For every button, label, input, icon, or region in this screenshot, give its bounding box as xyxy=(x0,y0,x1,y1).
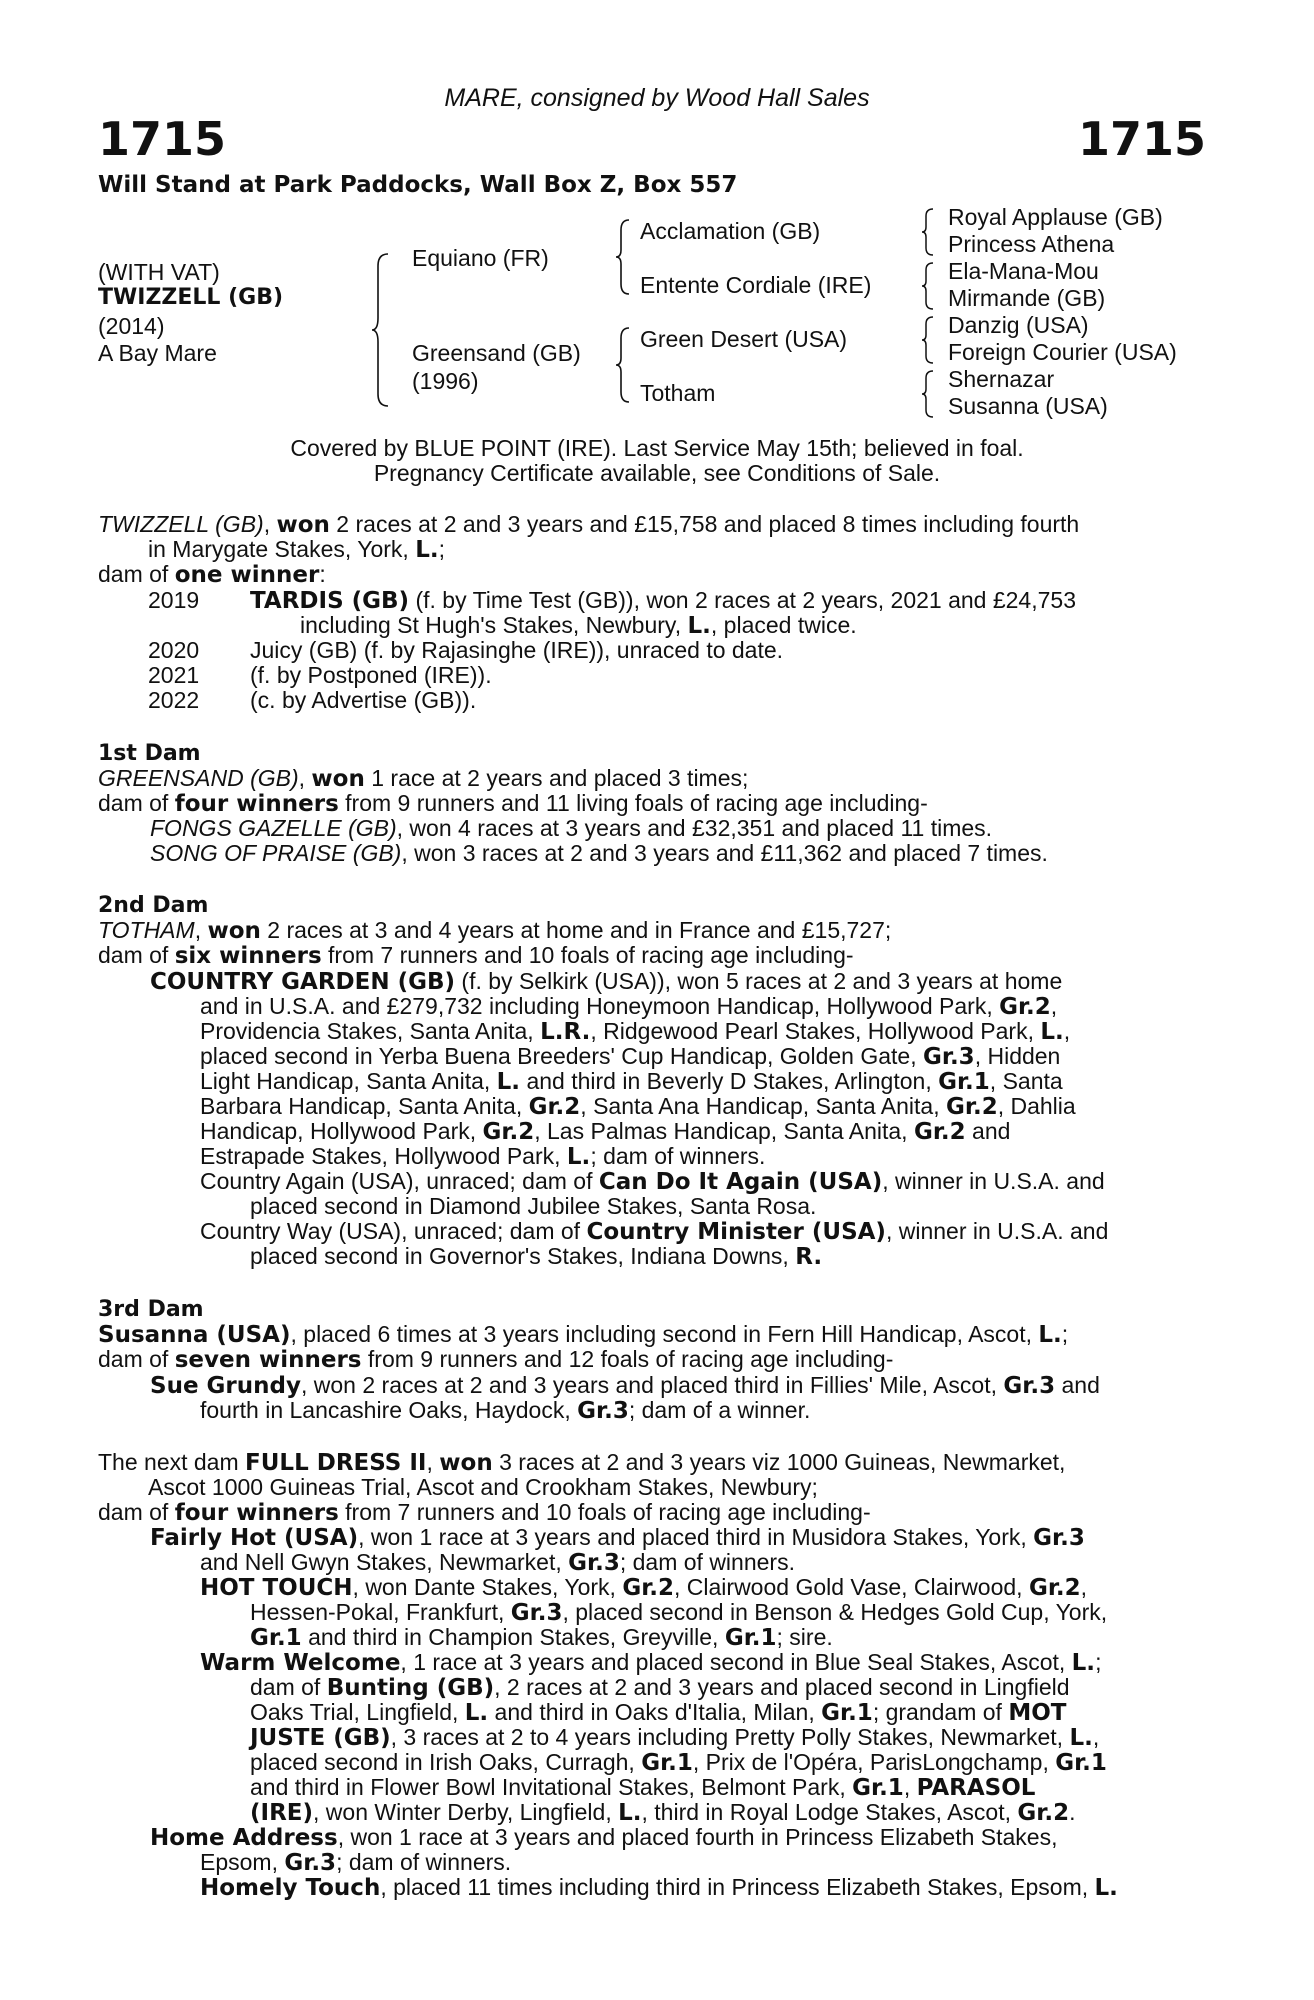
hot-touch-line-3: Gr.1 and third in Champion Stakes, Greyville, Gr.1; sire. xyxy=(250,1624,833,1651)
brace-g2 xyxy=(920,261,936,311)
horse-year: (2014) xyxy=(98,313,165,339)
hot-touch-line-2: Hessen-Pokal, Frankfurt, Gr.3, placed second in Benson & Hedges Gold Cup, York, xyxy=(250,1599,1108,1626)
dam-brace xyxy=(614,326,632,404)
country-garden-line-2: and in U.S.A. and £279,732 including Honeymoon Handicap, Hollywood Park, Gr.2, xyxy=(200,993,1058,1020)
horse-name: TWIZZELL (GB) xyxy=(98,285,284,310)
sire-name: Equiano (FR) xyxy=(412,245,549,271)
second-dam-line-2: dam of six winners from 7 runners and 10 foals of racing age including- xyxy=(98,942,854,969)
ggd-2: Mirmande (GB) xyxy=(948,285,1106,311)
ggs-1: Royal Applause (GB) xyxy=(948,204,1163,230)
country-garden-line-1: COUNTRY GARDEN (GB) (f. by Selkirk (USA)), won 5 races at 2 and 3 years at home xyxy=(150,968,1063,995)
produce-line-1: TWIZZELL (GB), won 2 races at 2 and 3 years and £15,758 and placed 8 times including fourth xyxy=(98,511,1080,538)
first-dam-line-1: GREENSAND (GB), won 1 race at 2 years and placed 3 times; xyxy=(98,765,749,792)
produce-2020-text: Juicy (GB) (f. by Rajasinghe (IRE)), unraced to date. xyxy=(250,637,784,663)
produce-2021-text: (f. by Postponed (IRE)). xyxy=(250,662,492,688)
ggd-3: Foreign Courier (USA) xyxy=(948,339,1177,365)
brace-g4 xyxy=(920,369,936,419)
fairly-hot-line-1: Fairly Hot (USA), won 1 race at 3 years and placed third in Musidora Stakes, York, Gr.3 xyxy=(150,1524,1085,1551)
lot-number-left: 1715 xyxy=(98,112,227,166)
covered-line-1: Covered by BLUE POINT (IRE). Last Service May 15th; believed in foal. xyxy=(290,435,1024,461)
produce-year-2020: 2020 xyxy=(148,637,200,663)
first-dam-line-3: FONGS GAZELLE (GB), won 4 races at 3 years and £32,351 and placed 11 times. xyxy=(150,815,993,841)
produce-year-2019: 2019 xyxy=(148,587,200,613)
warm-welcome-line-5: placed second in Irish Oaks, Curragh, Gr.1, Prix de l'Opéra, ParisLongchamp, Gr.1 xyxy=(250,1749,1107,1776)
country-way-line-2: placed second in Governor's Stakes, Indiana Downs, R. xyxy=(250,1243,823,1270)
warm-welcome-line-1: Warm Welcome, 1 race at 3 years and placed second in Blue Seal Stakes, Ascot, L.; xyxy=(200,1649,1102,1676)
stand-location: Will Stand at Park Paddocks, Wall Box Z, Box 557 xyxy=(98,172,738,198)
lot-number-right: 1715 xyxy=(1077,112,1206,166)
home-address-line-2: Epsom, Gr.3; dam of winners. xyxy=(200,1849,512,1876)
home-address-line-1: Home Address, won 1 race at 3 years and placed fourth in Princess Elizabeth Stakes, xyxy=(150,1824,1058,1851)
homely-touch-line: Homely Touch, placed 11 times including third in Princess Elizabeth Stakes, Epsom, L. xyxy=(200,1874,1118,1901)
sire-brace xyxy=(614,218,632,296)
horse-description: A Bay Mare xyxy=(98,340,217,366)
dam-year: (1996) xyxy=(412,368,479,394)
covered-line-2: Pregnancy Certificate available, see Conditions of Sale. xyxy=(373,460,941,486)
produce-2019-text-2: including St Hugh's Stakes, Newbury, L., placed twice. xyxy=(300,612,857,639)
warm-welcome-line-3: Oaks Trial, Lingfield, L. and third in Oaks d'Italia, Milan, Gr.1; grandam of MOT xyxy=(250,1699,1067,1726)
first-dam-line-4: SONG OF PRAISE (GB), won 3 races at 2 and 3 years and £11,362 and placed 7 times. xyxy=(150,840,1048,866)
country-garden-line-7: Handicap, Hollywood Park, Gr.2, Las Palmas Handicap, Santa Anita, Gr.2 and xyxy=(200,1118,1011,1145)
country-garden-line-8: Estrapade Stakes, Hollywood Park, L.; dam of winners. xyxy=(200,1143,766,1170)
dam-dam: Totham xyxy=(640,380,716,406)
produce-line-2: in Marygate Stakes, York, L.; xyxy=(148,536,445,563)
produce-year-2021: 2021 xyxy=(148,662,200,688)
country-again-line-2: placed second in Diamond Jubilee Stakes, Santa Rosa. xyxy=(250,1193,817,1219)
second-dam-heading: 2nd Dam xyxy=(98,893,209,918)
country-garden-line-4: placed second in Yerba Buena Breeders' Cup Handicap, Golden Gate, Gr.3, Hidden xyxy=(200,1043,1061,1070)
first-dam-heading: 1st Dam xyxy=(98,741,201,766)
dam-name: Greensand (GB) xyxy=(412,340,581,366)
vat-note: (WITH VAT) xyxy=(98,259,220,285)
hot-touch-line-1: HOT TOUCH, won Dante Stakes, York, Gr.2, Clairwood Gold Vase, Clairwood, Gr.2, xyxy=(200,1574,1088,1601)
consignment-line: MARE, consigned by Wood Hall Sales xyxy=(444,84,870,112)
next-dam-line-2: Ascot 1000 Guineas Trial, Ascot and Crookham Stakes, Newbury; xyxy=(148,1474,818,1500)
produce-2022-text: (c. by Advertise (GB)). xyxy=(250,687,477,713)
ggs-4: Shernazar xyxy=(948,366,1055,392)
country-garden-line-5: Light Handicap, Santa Anita, L. and third in Beverly D Stakes, Arlington, Gr.1, Santa xyxy=(200,1068,1063,1095)
produce-line-3: dam of one winner: xyxy=(98,561,326,588)
warm-welcome-line-7: (IRE), won Winter Derby, Lingfield, L., third in Royal Lodge Stakes, Ascot, Gr.2. xyxy=(250,1799,1076,1826)
dam-sire: Green Desert (USA) xyxy=(640,326,848,352)
next-dam-line-1: The next dam FULL DRESS II, won 3 races at 2 and 3 years viz 1000 Guineas, Newmarket, xyxy=(98,1449,1066,1476)
first-dam-line-2: dam of four winners from 9 runners and 11 living foals of racing age including- xyxy=(98,790,928,817)
warm-welcome-line-2: dam of Bunting (GB), 2 races at 2 and 3 years and placed second in Lingfield xyxy=(250,1674,1070,1701)
second-dam-line-1: TOTHAM, won 2 races at 3 and 4 years at home and in France and £15,727; xyxy=(98,917,892,944)
country-garden-line-3: Providencia Stakes, Santa Anita, L.R., Ridgewood Pearl Stakes, Hollywood Park, L., xyxy=(200,1018,1071,1045)
brace-g3 xyxy=(920,315,936,365)
brace-g1 xyxy=(920,207,936,257)
fairly-hot-line-2: and Nell Gwyn Stakes, Newmarket, Gr.3; dam of winners. xyxy=(200,1549,795,1576)
produce-year-2022: 2022 xyxy=(148,687,200,713)
country-garden-line-6: Barbara Handicap, Santa Anita, Gr.2, Santa Ana Handicap, Santa Anita, Gr.2, Dahlia xyxy=(200,1093,1076,1120)
country-again-line-1: Country Again (USA), unraced; dam of Can Do It Again (USA), winner in U.S.A. and xyxy=(200,1168,1105,1195)
produce-2019-text: TARDIS (GB) (f. by Time Test (GB)), won 2 races at 2 years, 2021 and £24,753 xyxy=(250,587,1076,614)
third-dam-line-1: Susanna (USA), placed 6 times at 3 years including second in Fern Hill Handicap, Ascot, L.; xyxy=(98,1321,1069,1348)
ggd-4: Susanna (USA) xyxy=(948,393,1108,419)
ggd-1: Princess Athena xyxy=(948,231,1115,257)
third-dam-heading: 3rd Dam xyxy=(98,1297,204,1322)
sue-grundy-line-2: fourth in Lancashire Oaks, Haydock, Gr.3; dam of a winner. xyxy=(200,1397,811,1424)
sue-grundy-line-1: Sue Grundy, won 2 races at 2 and 3 years and placed third in Fillies' Mile, Ascot, Gr.3 and xyxy=(150,1372,1100,1399)
next-dam-line-3: dam of four winners from 7 runners and 10 foals of racing age including- xyxy=(98,1499,871,1526)
ggs-3: Danzig (USA) xyxy=(948,312,1089,338)
warm-welcome-line-6: and third in Flower Bowl Invitational Stakes, Belmont Park, Gr.1, PARASOL xyxy=(250,1774,1036,1801)
pedigree-brace xyxy=(370,252,392,408)
ggs-2: Ela-Mana-Mou xyxy=(948,258,1099,284)
country-way-line-1: Country Way (USA), unraced; dam of Country Minister (USA), winner in U.S.A. and xyxy=(200,1218,1109,1245)
sire-sire: Acclamation (GB) xyxy=(640,218,821,244)
sire-dam: Entente Cordiale (IRE) xyxy=(640,272,872,298)
third-dam-line-2: dam of seven winners from 9 runners and 12 foals of racing age including- xyxy=(98,1346,894,1373)
warm-welcome-line-4: JUSTE (GB), 3 races at 2 to 4 years including Pretty Polly Stakes, Newmarket, L., xyxy=(250,1724,1100,1751)
